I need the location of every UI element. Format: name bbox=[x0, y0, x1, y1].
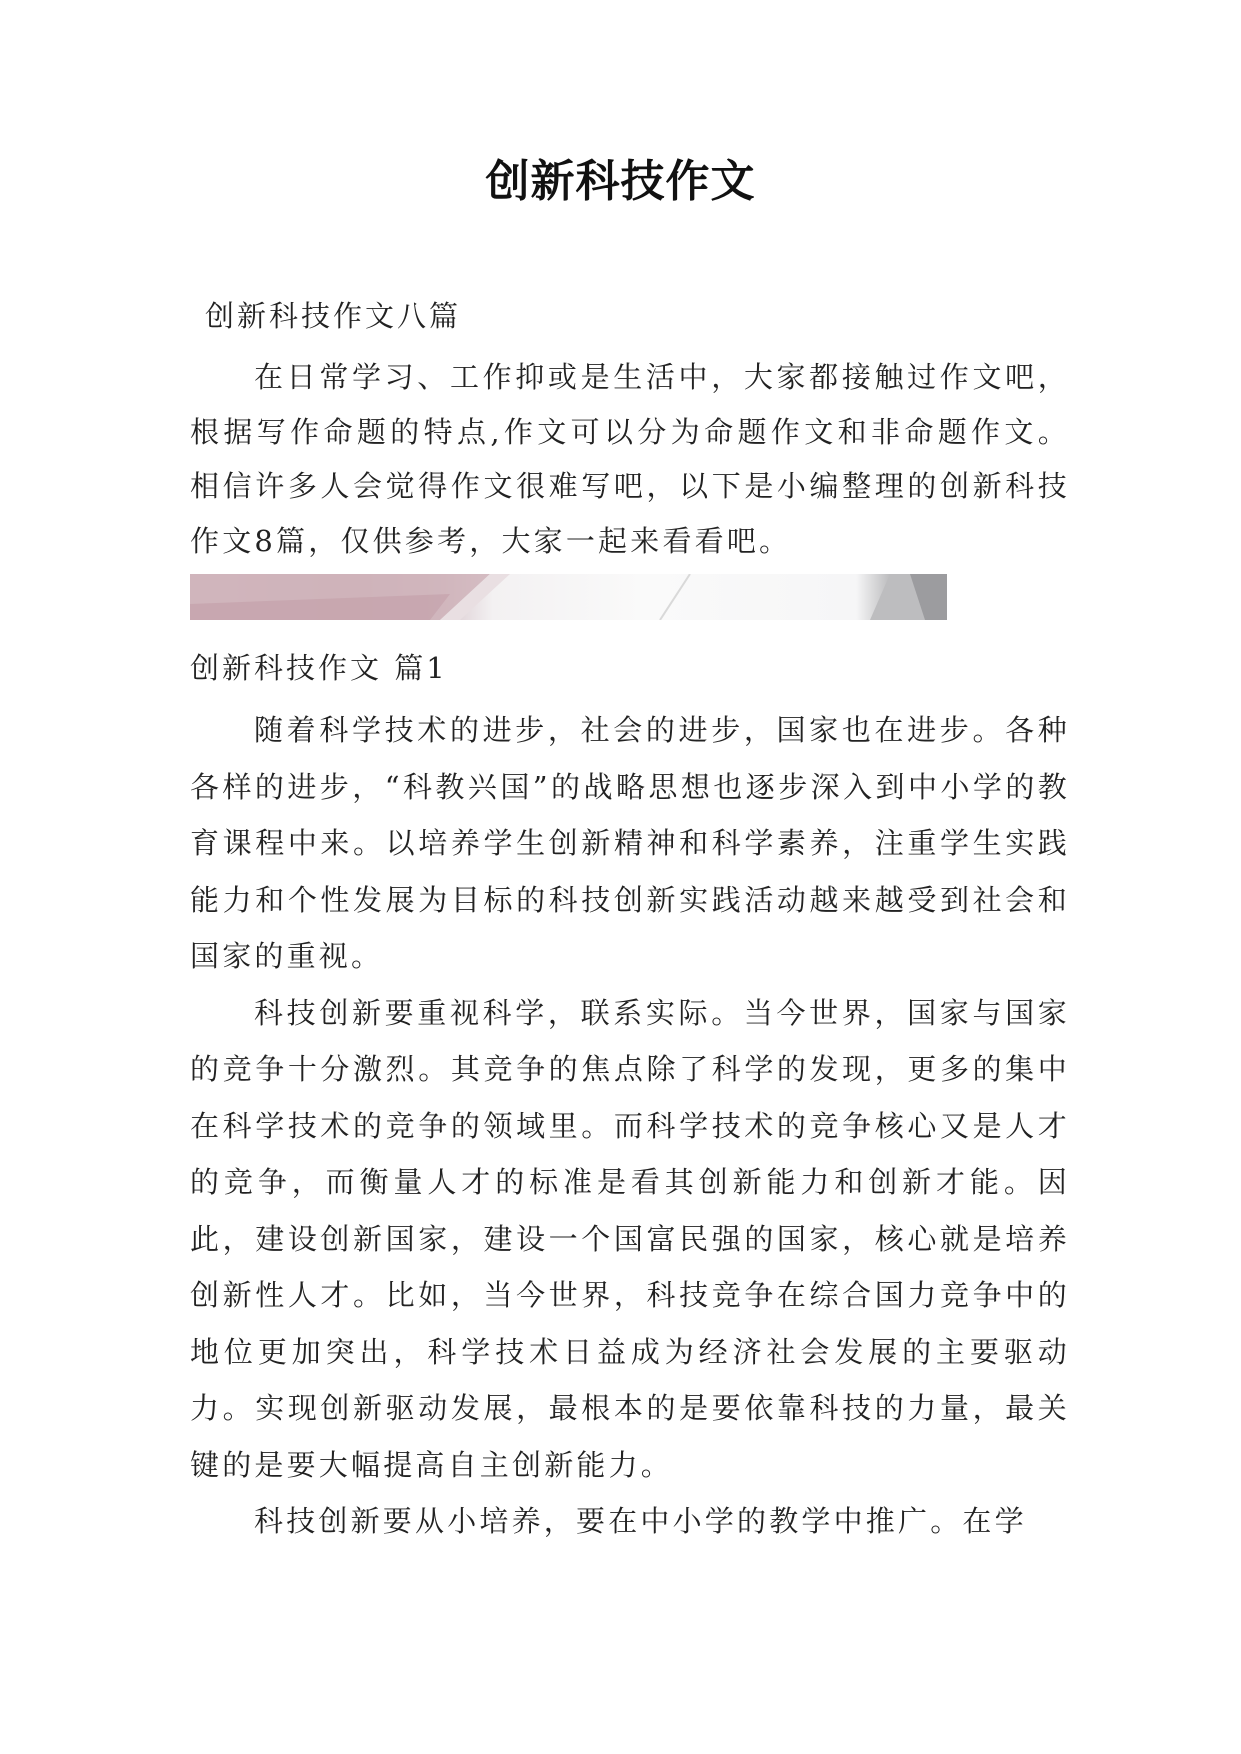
page-title: 创新科技作文 bbox=[485, 156, 756, 207]
body-paragraph: 科技创新要从小培养，要在中小学的教学中推广。在学 bbox=[254, 1504, 1027, 1538]
intro-paragraph: 在日常学习、工作抑或是生活中，大家都接触过作文吧，根据写作命题的特点,作文可以分为命题作文和非命题作文。相信许多人会觉得作文很难写吧，以下是小编整理的创新科技作文8篇，仅供参考，大家一起来看看吧。 bbox=[190, 360, 1070, 558]
document-subtitle: 创新科技作文八篇 bbox=[205, 299, 462, 333]
section-heading: 创新科技作文 篇1 bbox=[190, 651, 448, 685]
body-paragraph: 随着科学技术的进步，社会的进步，国家也在进步。各种各样的进步，“科教兴国”的战略思想也逐步深入到中小学的教育课程中来。以培养学生创新精神和科学素养，注重学生实践能力和个性发展为目标的科技创新实践活动越来越受到社会和国家的重视。 bbox=[190, 713, 1070, 973]
photo-strip-image bbox=[190, 574, 947, 620]
article-body bbox=[190, 702, 1070, 1550]
body-paragraph: 科技创新要重视科学，联系实际。当今世界，国家与国家的竞争十分激烈。其竞争的焦点除了科学的发现，更多的集中在科学技术的竞争的领域里。而科学技术的竞争核心又是人才的竞争，而衡量人才的标准是看其创新能力和创新才能。因此，建设创新国家，建设一个国富民强的国家，核心就是培养创新性人才。比如，当今世界，科技竞争在综合国力竞争中的地位更加突出，科学技术日益成为经济社会发展的主要驱动力。实现创新驱动发展，最根本的是要依靠科技的力量，最关键的是要大幅提高自主创新能力。 bbox=[190, 995, 1070, 1482]
